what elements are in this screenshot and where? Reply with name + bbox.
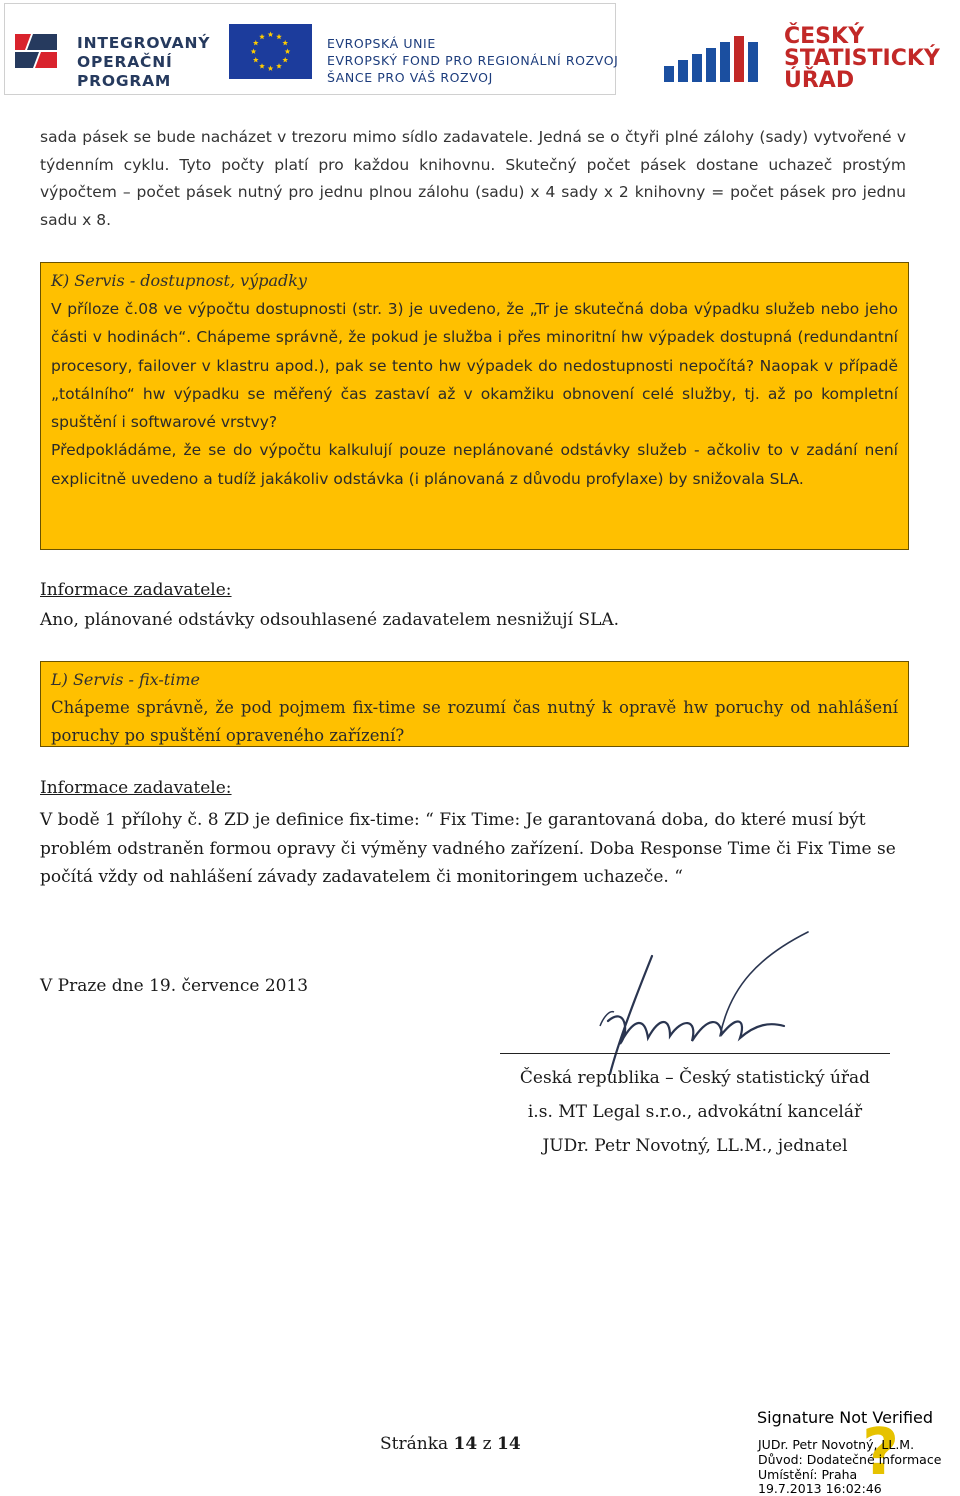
page-prefix: Stránka [380,1434,449,1454]
eu-flag-icon [229,24,312,79]
answer-k-heading: Informace zadavatele: [40,580,232,600]
signature-line [500,1053,890,1054]
page-current: 14 [453,1434,478,1454]
question-k-paragraph-2: Předpokládáme, že se do výpočtu kalkulují pouze neplánované odstávky služeb - ačkoliv to v zadání není explicitně uvedeno a tudíž jakákoliv odstávka (i plánovaná z důvodu profylaxe) by snižovala SLA. [51,441,898,488]
page-number [380,1434,580,1454]
iop-line-2: OPERAČNÍ [77,53,173,71]
signer-line-2: i.s. MT Legal s.r.o., advokátní kancelář [527,1102,863,1122]
signer-line-1: Česká republika – Český statistický úřad [519,1068,871,1088]
page-sep: z [482,1434,492,1454]
csu-line-3: ÚŘAD [784,68,855,93]
signature-timestamp: 19.7.2013 16:02:46 [758,1481,882,1496]
csu-logo-icon [664,36,774,82]
page-total: 14 [496,1434,521,1454]
csu-line-1: ČESKÝ [784,24,864,49]
eu-line-3: ŠANCE PRO VÁŠ ROZVOJ [327,70,493,85]
answer-l-heading: Informace zadavatele: [40,778,232,798]
question-mark-icon: ? [862,1416,900,1490]
signature-signer: JUDr. Petr Novotný, LL.M. [758,1437,915,1452]
eu-title [327,35,618,86]
question-l-text: Chápeme správně, že pod pojmem fix-time se rozumí čas nutný k opravě hw poruchy od nahlášení poruchy po spuštění opraveného zařízení? [51,698,898,746]
logo-strip [4,3,619,95]
question-l-heading: L) Servis - fix-time [51,670,200,689]
question-k-heading: K) Servis - dostupnost, výpadky [51,271,307,290]
intro-paragraph: sada pásek se bude nacházet v trezoru mimo sídlo zadavatele. Jedná se o čtyři plné zálohy (sady) vytvořené v týdenním cyklu. Tyto počty platí pro každou knihovnu. Skutečný počet pásek dostane uchazeč prostým výpočtem – počet pásek nutný pro jednu plnou zálohu (sadu) x 4 sady x 2 knihovny = počet pásek pro jednu sadu x 8. [40,128,906,229]
eu-line-2: EVROPSKÝ FOND PRO REGIONÁLNÍ ROZVOJ [327,53,619,68]
signature-location: Umístění: Praha [758,1467,858,1482]
answer-k-text: Ano, plánované odstávky odsouhlasené zadavatelem nesnižují SLA. [40,610,620,630]
question-l-box [40,661,909,747]
csu-line-2: STATISTICKÝ [784,46,940,71]
signature-status: Signature Not Verified [757,1408,934,1427]
question-k-box [40,262,909,550]
date-line: V Praze dne 19. července 2013 [40,976,309,996]
csu-title [784,26,940,92]
iop-title [77,34,210,91]
iop-line-3: PROGRAM [77,72,172,90]
signature-reason: Důvod: Dodatečné informace [758,1452,942,1467]
eu-line-1: EVROPSKÁ UNIE [327,36,436,51]
iop-logo-icon [15,30,57,72]
question-k-paragraph-1: V příloze č.08 ve výpočtu dostupnosti (str. 3) je uvedeno, že „Tr je skutečná doba výpadku služeb nebo jeho části v hodinách“. Chápeme správně, že pokud je služba i přes minoritní hw výpadek dostupná (redundantní procesory, failover v klastru apod.), pak se tento hw výpadek do nedostupnosti nepočítá? Naopak v případě „totálního“ hw výpadku se měřený čas zastaví až v okamžiku obnovení celé služby, tj. až po kompletní spuštění i softwarové vrstvy? [51,300,898,432]
signer-line-3: JUDr. Petr Novotný, LL.M., jednatel [542,1136,848,1156]
answer-l-text: V bodě 1 přílohy č. 8 ZD je definice fix-time: “ Fix Time: Je garantovaná doba, do které musí být problém odstraněn formou opravy či výměny vadného zařízení. Doba Response Time či Fix Time se počítá vždy od nahlášení závady zadavatelem či monitoringem uchazeče. “ [40,810,896,887]
iop-line-1: INTEGROVANÝ [77,34,211,52]
